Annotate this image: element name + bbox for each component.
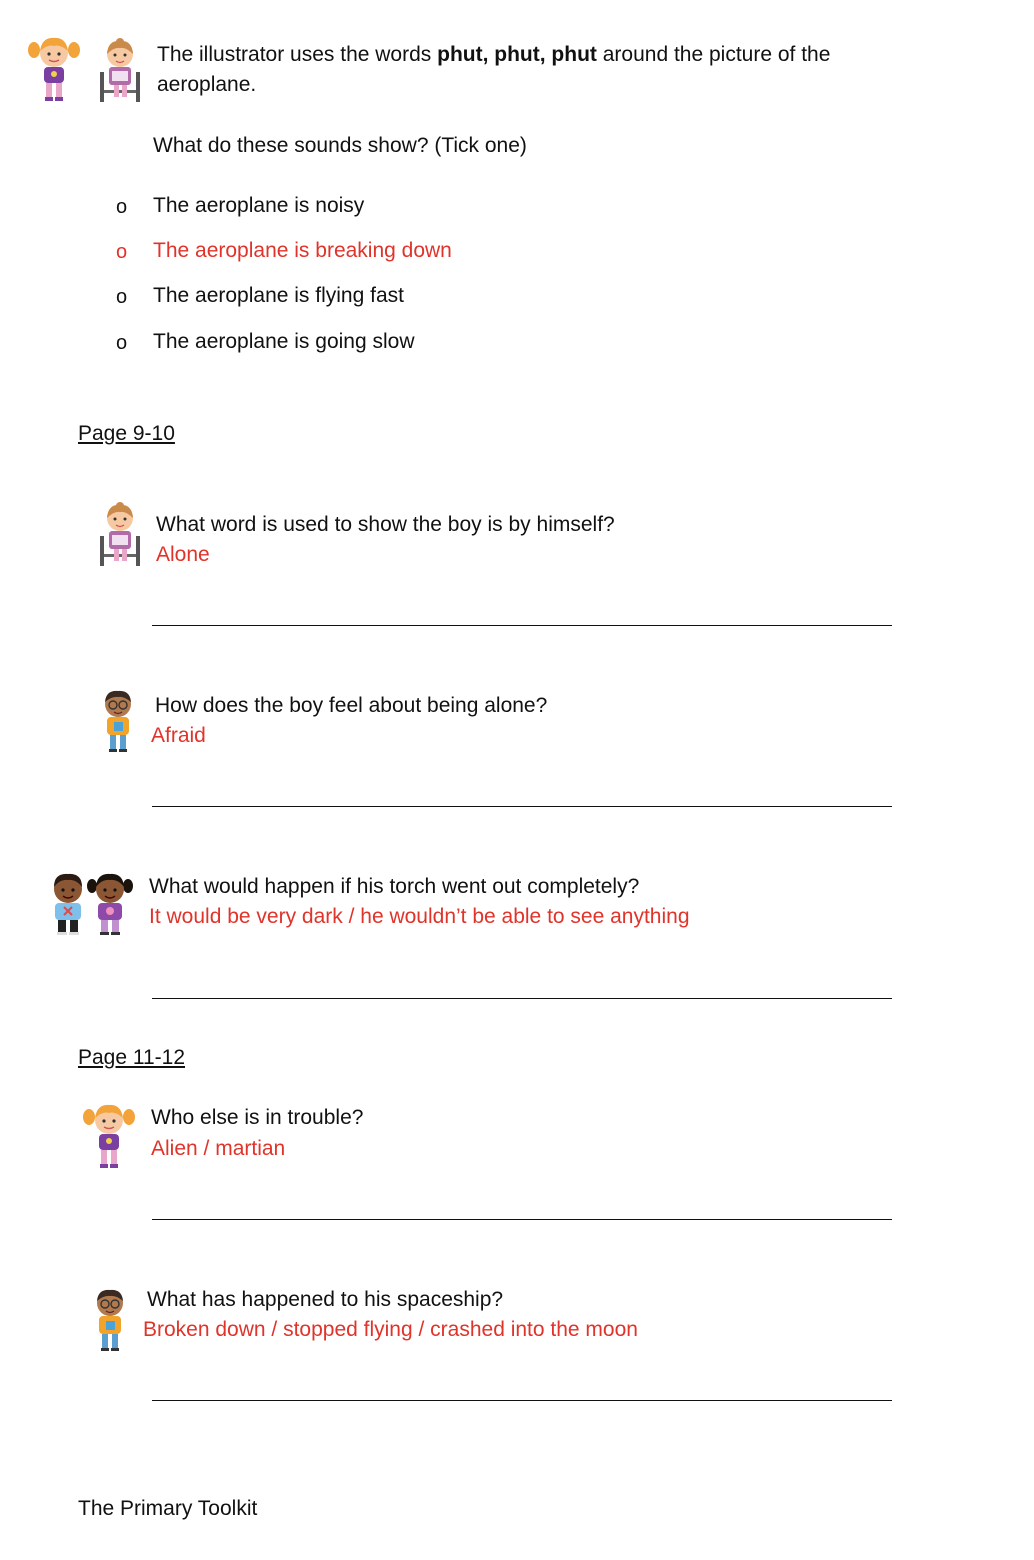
option-breaking-down[interactable]: The aeroplane is breaking down <box>153 239 452 262</box>
q4-answer[interactable]: It would be very dark / he wouldn’t be able to see anything <box>149 905 690 928</box>
q2-answer[interactable]: Alone <box>156 543 210 566</box>
q3-question: How does the boy feel about being alone? <box>155 694 548 717</box>
girl-dark-icon <box>88 872 132 938</box>
boy-glasses-icon <box>96 688 140 754</box>
girl-wheelchair-icon <box>96 502 144 572</box>
q1-prompt-bold: phut, phut, phut <box>437 43 597 66</box>
footer-brand: The Primary Toolkit <box>78 1497 258 1520</box>
q5-question: Who else is in trouble? <box>151 1106 364 1129</box>
girl-orange-icon <box>85 1103 133 1173</box>
q4-question: What would happen if his torch went out completely? <box>149 875 640 898</box>
section-heading-page-9-10: Page 9-10 <box>78 422 175 445</box>
section-heading-page-11-12: Page 11-12 <box>78 1046 186 1069</box>
q2-answer-line <box>152 625 892 626</box>
option-bullet-icon[interactable]: o <box>116 332 128 354</box>
q6-question: What has happened to his spaceship? <box>147 1288 504 1311</box>
q1-instruction: What do these sounds show? (Tick one) <box>153 134 527 157</box>
q3-answer-line <box>152 806 892 807</box>
q1-prompt <box>157 40 830 70</box>
boy-glasses-icon <box>88 1287 132 1353</box>
q5-answer-line <box>152 1219 892 1220</box>
option-bullet-icon[interactable]: o <box>116 196 128 218</box>
option-bullet-icon[interactable]: o <box>116 286 128 308</box>
q5-answer[interactable]: Alien / martian <box>151 1137 286 1160</box>
option-going-slow[interactable]: The aeroplane is going slow <box>153 330 415 353</box>
girl-wheelchair-icon <box>96 38 144 108</box>
q4-answer-line <box>152 998 892 999</box>
q2-question: What word is used to show the boy is by himself? <box>156 513 615 536</box>
q1-prompt-line2: aeroplane. <box>157 73 257 96</box>
option-bullet-selected-icon[interactable]: o <box>116 241 128 263</box>
q6-answer[interactable]: Broken down / stopped flying / crashed into the moon <box>143 1318 638 1341</box>
q3-answer[interactable]: Afraid <box>151 724 206 747</box>
girl-orange-icon <box>30 36 78 106</box>
option-flying-fast[interactable]: The aeroplane is flying fast <box>153 284 404 307</box>
q6-answer-line <box>152 1400 892 1401</box>
q1-prompt-text-end: around the picture of the <box>596 43 831 66</box>
boy-blue-icon <box>46 872 90 938</box>
q1-prompt-text: The illustrator uses the words <box>157 43 438 66</box>
option-noisy[interactable]: The aeroplane is noisy <box>153 194 365 217</box>
